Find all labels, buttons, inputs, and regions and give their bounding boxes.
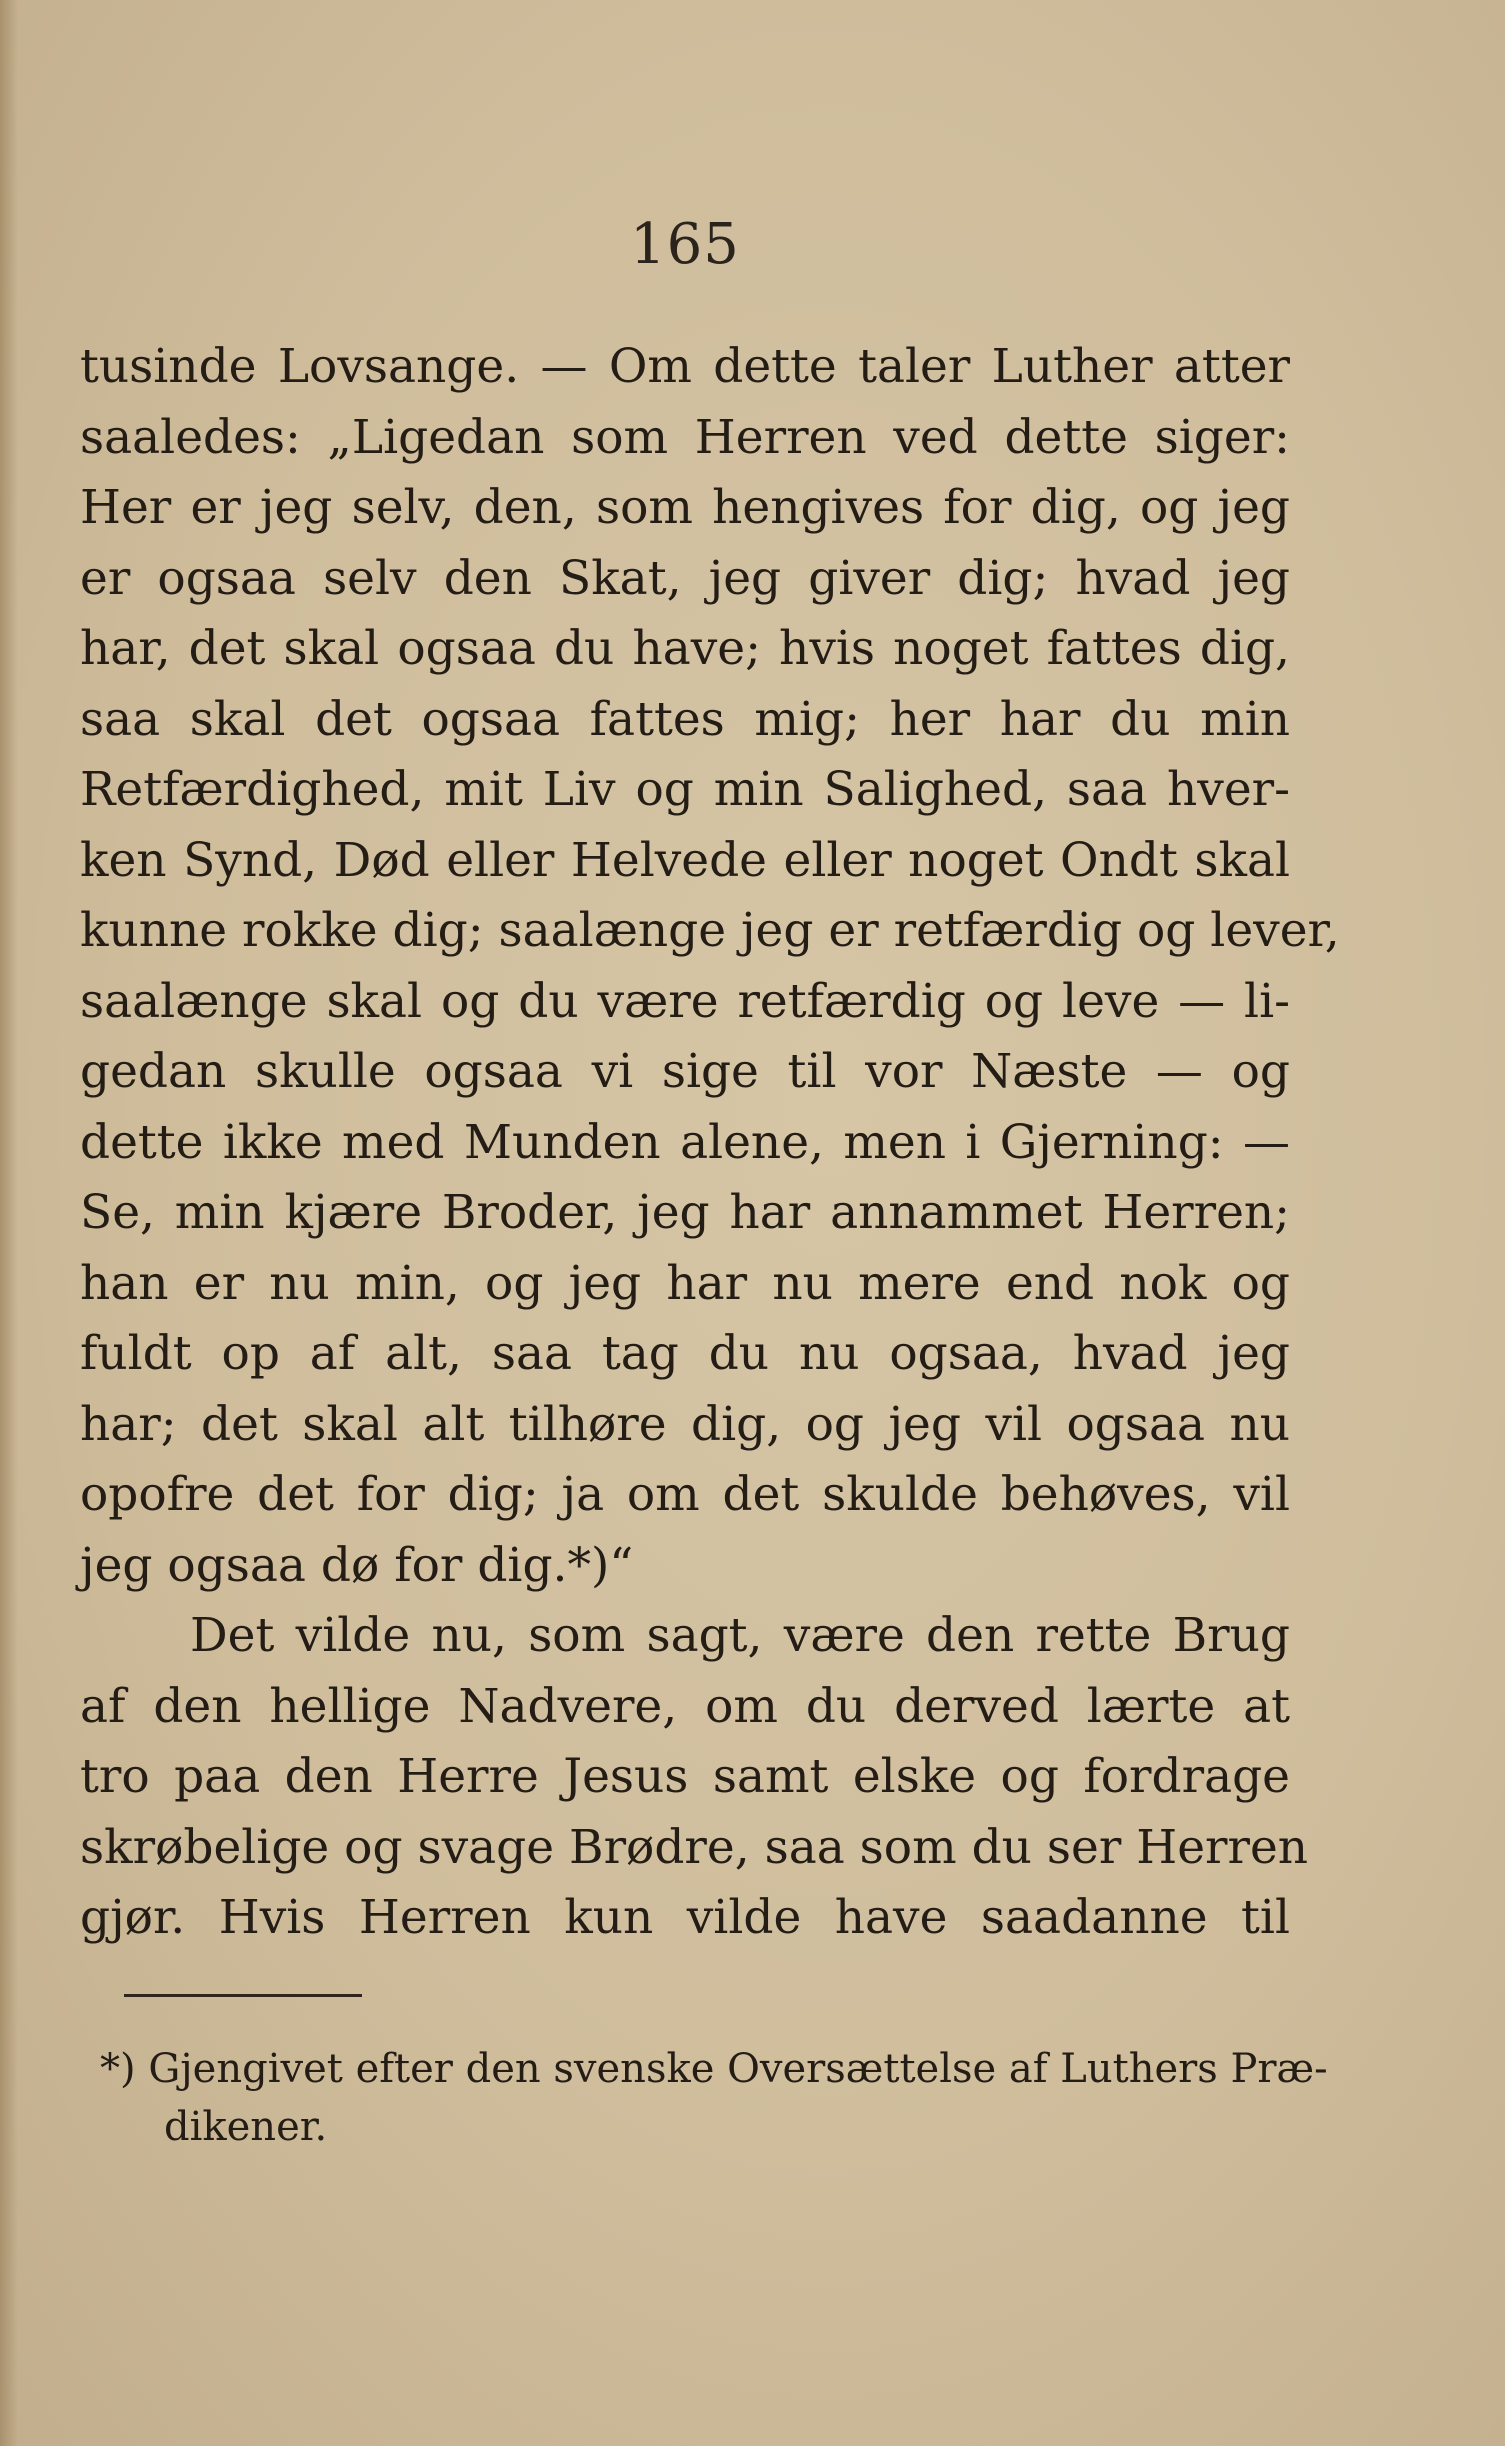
text-line: saa skal det ogsaa fattes mig; her har du min — [80, 691, 1290, 747]
text-line: opofre det for dig; ja om det skulde behøves, vil — [80, 1467, 1290, 1522]
footnote-line: *) Gjengivet efter den svenske Oversættelse af Luthers Præ- — [100, 2046, 1328, 2092]
text-line: af den hellige Nadvere, om du derved lærte at — [80, 1678, 1290, 1734]
text-line: tusinde Lovsange. — Om dette taler Luther atter — [80, 339, 1290, 394]
footnote — [100, 2040, 1328, 2156]
text-line: skrøbelige og svage Brødre, saa som du ser Herren — [80, 1819, 1309, 1875]
text-line: ken Synd, Død eller Helvede eller noget Ondt skal — [80, 832, 1290, 888]
text-line: Retfærdighed, mit Liv og min Salighed, saa hver- — [80, 762, 1290, 817]
text-line: han er nu min, og jeg har nu mere end nok og — [80, 1255, 1290, 1311]
text-line: gedan skulle ogsaa vi sige til vor Næste — og — [80, 1044, 1290, 1099]
footnote-line: dikener. — [164, 2104, 328, 2150]
text-line: gjør. Hvis Herren kun vilde have saadanne til — [80, 1890, 1290, 1945]
text-line: fuldt op af alt, saa tag du nu ogsaa, hvad jeg — [80, 1326, 1290, 1381]
footnote-divider — [124, 1994, 362, 1997]
text-line: er ogsaa selv den Skat, jeg giver dig; hvad jeg — [80, 550, 1290, 606]
text-line: Her er jeg selv, den, som hengives for dig, og jeg — [80, 480, 1290, 535]
text-line: har, det skal ogsaa du have; hvis noget fattes dig, — [80, 621, 1290, 676]
text-line: jeg ogsaa dø for dig.*)“ — [80, 1537, 634, 1593]
text-line: saaledes: „Ligedan som Herren ved dette siger: — [80, 409, 1290, 465]
text-line: tro paa den Herre Jesus samt elske og fordrage — [80, 1749, 1290, 1804]
text-line: Se, min kjære Broder, jeg har annammet Herren; — [80, 1185, 1290, 1240]
text-line: saalænge skal og du være retfærdig og leve — li- — [80, 973, 1290, 1029]
body-text — [80, 332, 1340, 1954]
text-line: har; det skal alt tilhøre dig, og jeg vil ogsaa nu — [80, 1396, 1290, 1452]
page-edge-shadow — [0, 0, 18, 2446]
text-line: dette ikke med Munden alene, men i Gjerning: — — [80, 1114, 1290, 1170]
text-line: kunne rokke dig; saalænge jeg er retfærdig og lever, — [80, 903, 1340, 958]
page-number: 165 — [630, 212, 740, 277]
paragraph-start-line: Det vilde nu, som sagt, være den rette Brug — [190, 1608, 1290, 1663]
